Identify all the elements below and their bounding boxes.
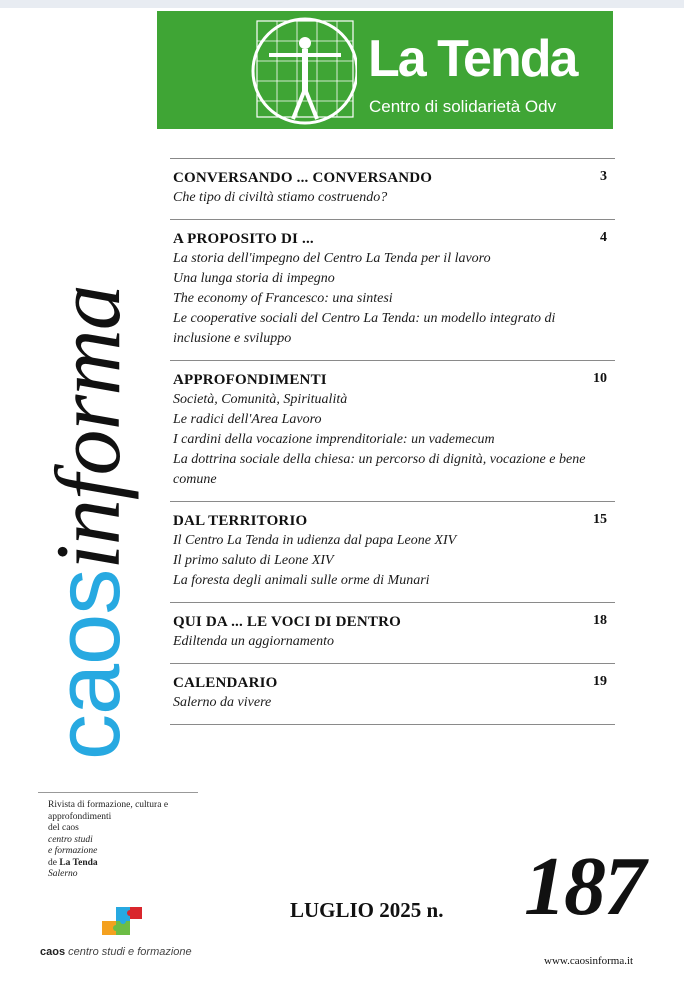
info-line: Salerno [48,869,78,879]
toc-section [170,502,615,603]
section-page: 4 [600,230,607,245]
masthead-informa: informa [37,285,139,570]
vitruvian-man-icon [157,11,357,129]
top-strip [0,0,684,8]
puzzle-logo-icon [100,905,146,945]
website-link[interactable]: www.caosinforma.it [544,955,634,967]
article-title: Una lunga storia di impegno [173,271,335,286]
article-title: I cardini della vocazione imprenditoriale: un vademecum [173,432,495,447]
toc-section [170,664,615,725]
article-title: Salerno da vivere [173,695,272,710]
toc-section [170,603,615,664]
la-tenda-logo-banner [157,11,613,129]
info-prefix: de [48,857,60,868]
article-title: The economy of Francesco: una sintesi [173,291,393,306]
article-title: Le cooperative sociali del Centro La Tenda: un modello integrato di inclusione e sviluppo [173,311,556,346]
toc-section [170,361,615,502]
section-title: A PROPOSITO DI ... [173,231,314,247]
publication-info [48,800,208,881]
info-line: Rivista di formazione, cultura e [48,800,169,810]
caos-subtitle: centro studi e formazione [68,946,192,958]
section-page: 18 [593,613,607,628]
article-title: La storia dell'impegno del Centro La Tenda per il lavoro [173,251,491,266]
section-title: CONVERSANDO ... CONVERSANDO [173,170,433,186]
info-org: La Tenda [59,857,98,868]
caos-brand-label [40,946,192,958]
article-title: La dottrina sociale della chiesa: un percorso di dignità, vocazione e bene comune [173,452,586,487]
article-title: Ediltenda un aggiornamento [173,634,334,649]
article-title: Che tipo di civiltà stiamo costruendo? [173,190,388,205]
issue-number: 187 [524,840,644,933]
info-line: del caos [48,823,79,833]
article-title: La foresta degli animali sulle orme di Munari [173,573,430,588]
section-title: DAL TERRITORIO [173,513,308,529]
info-line: centro studi [48,834,93,845]
caos-bold: caos [40,946,66,958]
toc-section [170,220,615,361]
info-divider [38,792,198,793]
table-of-contents [170,158,615,725]
masthead-caosinforma [37,285,139,760]
info-line [48,858,208,870]
article-title: Società, Comunità, Spiritualità [173,392,348,407]
section-title: CALENDARIO [173,675,278,691]
article-title: Il primo saluto di Leone XIV [173,553,334,568]
section-page: 19 [593,674,607,689]
logo-subtitle: Centro di solidarietà Odv [369,97,557,116]
masthead-caos: caos [37,569,139,760]
info-line: e formazione [48,846,98,856]
toc-section [170,159,615,220]
info-line: approfondimenti [48,811,112,822]
section-title: APPROFONDIMENTI [173,372,327,388]
issue-date: LUGLIO 2025 n. [290,898,444,922]
section-page: 10 [593,371,607,386]
section-page: 15 [593,512,607,527]
section-title: QUI DA ... LE VOCI DI DENTRO [173,614,401,630]
logo-title: La Tenda [368,30,577,88]
article-title: Le radici dell'Area Lavoro [173,412,322,427]
article-title: Il Centro La Tenda in udienza dal papa Leone XIV [173,533,457,548]
section-page: 3 [600,169,607,184]
